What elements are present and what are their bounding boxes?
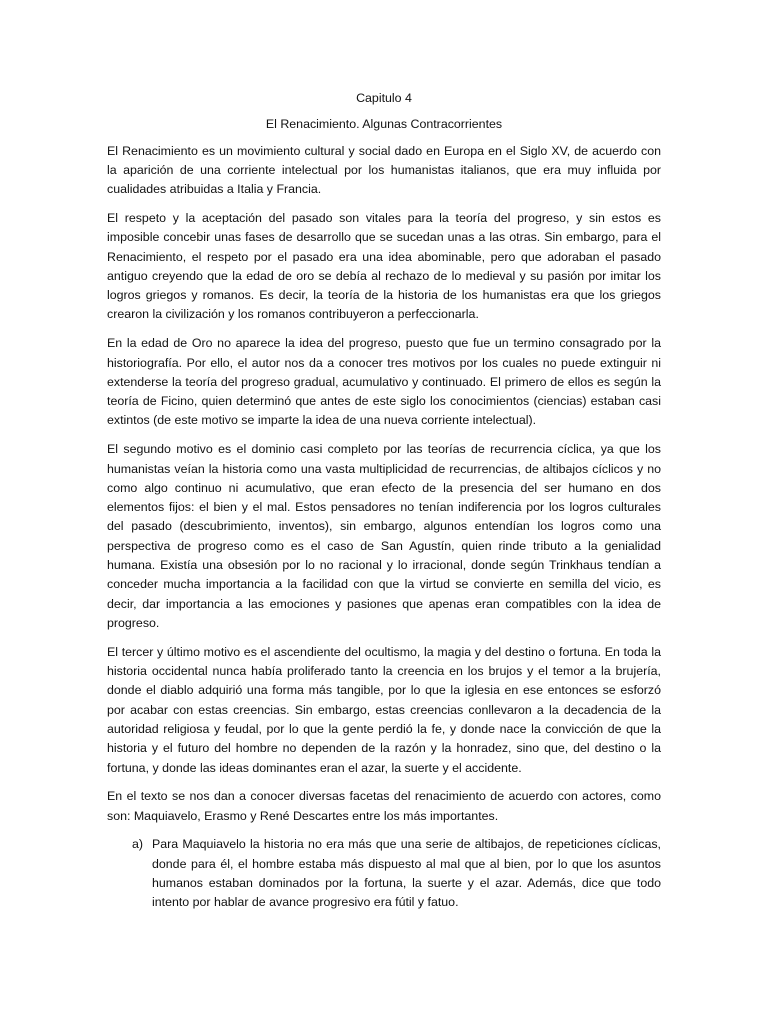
paragraph-6: En el texto se nos dan a conocer diversas facetas del renacimiento de acuerdo con actores, como son: Maquiavelo, Erasmo y René Descartes entre los más importantes. xyxy=(107,789,661,823)
paragraph-3: En la edad de Oro no aparece la idea del progreso, puesto que fue un termino consagrado por la historiografía. Por ello, el autor nos da a conocer tres motivos por los cuales no puede extinguir ni extenderse la teoría del progreso gradual, acumulativo y continuado. El primero de ellos es según la teoría de Ficino, quien determinó que antes de este siglo los conocimientos (ciencias) estaban casi extintos (de este motivo se imparte la idea de una nueva corriente intelectual). xyxy=(107,336,661,428)
chapter-title: El Renacimiento. Algunas Contracorrientes xyxy=(265,117,503,132)
paragraph-1: El Renacimiento es un movimiento cultural y social dado en Europa en el Siglo XV, de acuerdo con la aparición de una corriente intelectual por los humanistas italianos, que era muy influida por cualidades atribuidas a Italia y Francia. xyxy=(107,143,661,197)
document-body xyxy=(107,89,661,913)
list-item-text: Para Maquiavelo la historia no era más que una serie de altibajos, de repeticiones cíclicas, donde para él, el hombre estaba más dispuesto al mal que al bien, por lo que los asuntos humanos estaban dominados por la fortuna, la suerte y el azar. Además, dice que todo intento por hablar de avance progresivo era fútil y fatuo. xyxy=(152,837,661,910)
chapter-heading: Capitulo 4 xyxy=(356,91,412,105)
paragraph-2: El respeto y la aceptación del pasado son vitales para la teoría del progreso, y sin estos es imposible concebir unas fases de desarrollo que se sucedan unas a las otras. Sin embargo, para el Renacimiento, el respeto por el pasado era una idea abominable, pero que adoraban el pasado antiguo creyendo que la edad de oro se debía al rechazo de lo medieval y su pasión por imitar los logros griegos y romanos. Es decir, la teoría de la historia de los humanistas era que los griegos crearon la civilización y los romanos contribuyeron a perfeccionarla. xyxy=(107,210,661,322)
list-item xyxy=(107,835,661,912)
ordered-list xyxy=(107,835,661,912)
list-marker: a) xyxy=(132,837,144,852)
paragraph-5: El tercer y último motivo es el ascendiente del ocultismo, la magia y del destino o fortuna. En toda la historia occidental nunca había proliferado tanto la creencia en los brujos y el temor a la brujería, donde el diablo adquirió una forma más tangible, por lo que la iglesia en ese entonces se esforzó por acabar con estas creencias. Sin embargo, estas creencias conllevaron a la decadencia de la autoridad religiosa y feudal, por lo que la gente perdió la fe, y donde nace la convicción de que la historia y el futuro del hombre no dependen de la razón y la honradez, sino que, del destino o la fortuna, y donde las ideas dominantes eran el azar, la suerte y el accidente. xyxy=(107,644,661,775)
paragraph-4: El segundo motivo es el dominio casi completo por las teorías de recurrencia cíclica, ya que los humanistas veían la historia como una vasta multiplicidad de recurrencias, de altibajos cíclicos y no como algo continuo ni acumulativo, que eran efecto de la presencia del ser humano en dos elementos fijos: el bien y el mal. Estos pensadores no tenían indiferencia por los logros culturales del pasado (descubrimiento, inventos), sin embargo, algunos entendían los logros como una perspectiva de progreso como es el caso de San Agustín, quien rinde tributo a la genialidad humana. Existía una obsesión por lo no racional y lo irracional, donde según Trinkhaus tendían a conceder mucha importancia a la facilidad con que la virtud se convierte en semilla del vicio, es decir, dar importancia a las emociones y pasiones que apenas eran compatibles con la idea de progreso. xyxy=(107,442,661,630)
